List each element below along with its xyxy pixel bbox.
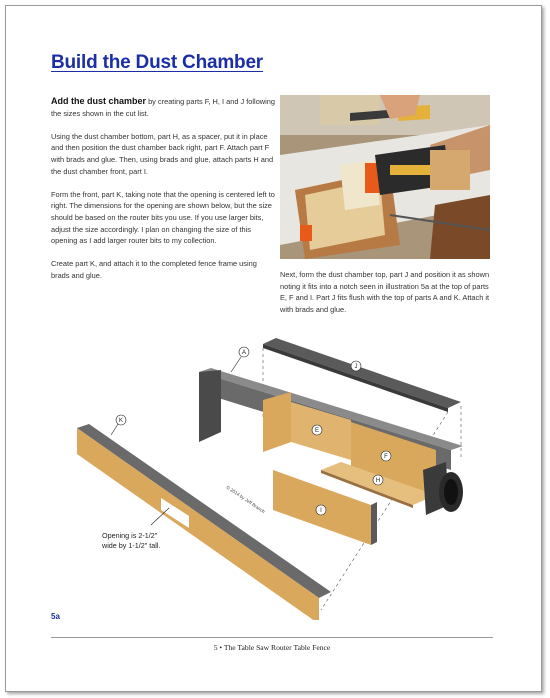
right-paragraph: Next, form the dust chamber top, part J and position it as shown noting it fits into a notch seen in illustration 5a at the top of parts E, F and I. Part J fits flush with the top of parts A and K. Attach it with brads and glue. [280,270,490,314]
callout-line-1: Opening is 2-1/2" [102,531,158,540]
label-a: A [241,350,247,356]
label-i: I [320,508,322,514]
label-f: F [384,454,388,460]
label-j: J [354,364,358,370]
intro-text: by creating parts F, H, I and J following the sizes shown in the cut list. [51,97,276,118]
footer-divider [51,637,493,638]
exploded-view-illustration [51,330,501,620]
part-e [263,392,291,452]
paragraph-3: Create part K, and attach it to the completed fence frame using brads and glue. [51,259,257,280]
paragraph-1: Using the dust chamber bottom, part H, as a spacer, put it in place and then position the dust chamber back right, part F. Attach part F with brads and glue. Then, using brads and glue, attach parts H and the dust chamber front, part I. [51,131,274,176]
intro-lead: Add the dust chamber [51,96,147,106]
label-k: K [118,418,124,424]
page-title: Build the Dust Chamber [51,52,264,73]
copyright-text: © 2014 by Jeff Branch [225,484,266,515]
photo-drawing [280,95,490,259]
label-e: E [314,428,320,434]
label-h: H [375,478,381,484]
paragraph-2: Form the front, part K, taking note that the opening is centered left to right. The dimensions for the opening are shown below, but the size should be based on the router bits you use. If you use larger bits, adjust the size accordingly. I plan on changing the size of this opening as I add larger router bits to my collection. [51,189,275,246]
opening-callout [102,531,192,551]
figure-number: 5a [51,612,60,621]
workshop-photo [280,95,490,259]
intro-paragraph [51,96,275,119]
page-footer: 5 • The Table Saw Router Table Fence [213,643,331,652]
callout-line-2: wide by 1-1/2" tall. [102,541,161,550]
left-column [51,96,275,293]
